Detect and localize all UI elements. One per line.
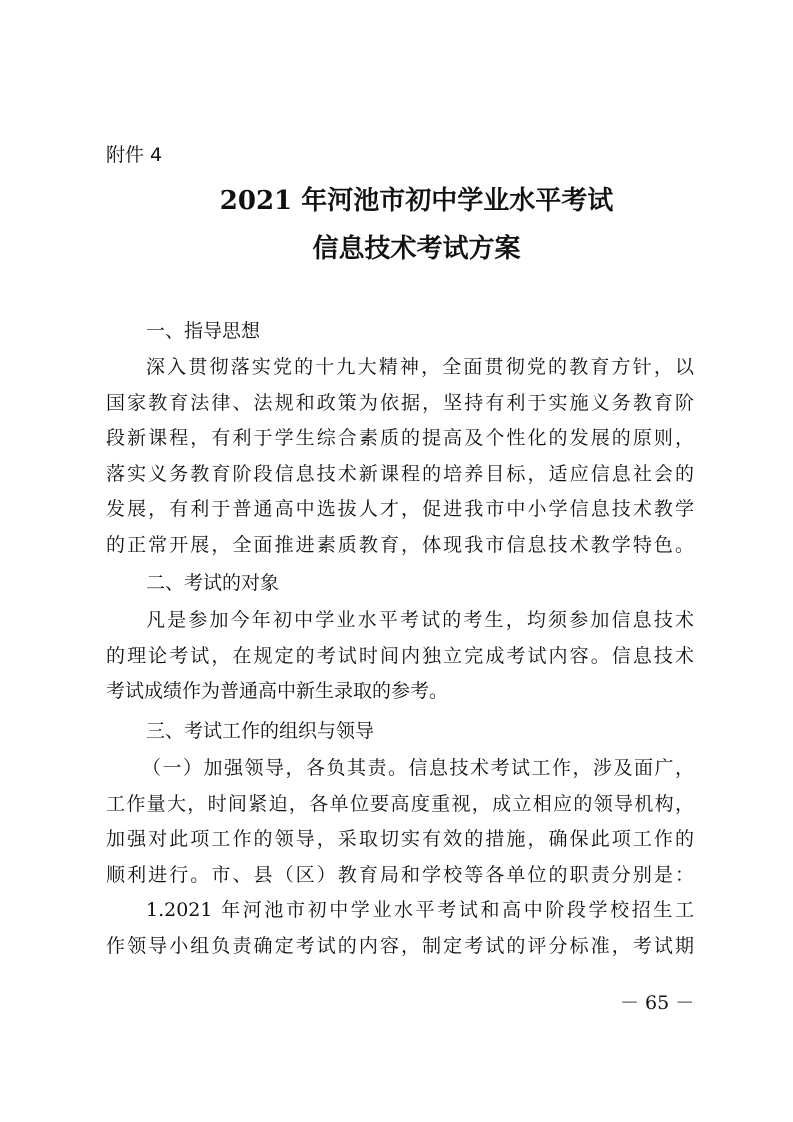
- document-title-line-2: 信息技术考试方案: [312, 234, 521, 264]
- paragraph-line: 国家教育法律、法规和政策为依据，坚持有利于实施义务教育阶: [106, 391, 694, 414]
- section-1-paragraph: [106, 350, 694, 564]
- document-title-line-1: 2021 年河池市初中学业水平考试: [219, 186, 614, 216]
- section-3-paragraph-1: [106, 751, 694, 893]
- section-2-paragraph: [106, 603, 694, 710]
- paragraph-line: 凡是参加今年初中学业水平考试的考生，均须参加信息技术: [146, 609, 694, 631]
- paragraph-line: 工作量大，时间紧迫，各单位要高度重视，成立相应的领导机构，: [106, 792, 694, 815]
- section-heading-2: 二、考试的对象: [146, 572, 280, 594]
- paragraph-line: 顺利进行。市、县（区）教育局和学校等各单位的职责分别是：: [106, 863, 694, 886]
- paragraph-line: 发展，有利于普通高中选拔人才，促进我市中小学信息技术教学: [106, 498, 694, 521]
- section-heading-3: 三、考试工作的组织与领导: [146, 720, 375, 742]
- paragraph-line: 深入贯彻落实党的十九大精神，全面贯彻党的教育方针，以: [146, 356, 694, 378]
- section-heading-1: 一、指导思想: [146, 320, 261, 342]
- paragraph-line: 1.2021 年河池市初中学业水平考试和高中阶段学校招生工: [146, 899, 694, 921]
- paragraph-line: （一）加强领导，各负其责。信息技术考试工作，涉及面广，: [142, 757, 694, 779]
- paragraph-line: 的理论考试，在规定的考试时间内独立完成考试内容。信息技术: [106, 644, 694, 667]
- paragraph-line: 考试成绩作为普通高中新生录取的参考。: [106, 680, 449, 703]
- section-3-paragraph-2: [106, 893, 694, 964]
- paragraph-line: 落实义务教育阶段信息技术新课程的培养目标，适应信息社会的: [106, 462, 694, 485]
- paragraph-line: 加强对此项工作的领导，采取切实有效的措施，确保此项工作的: [106, 828, 694, 851]
- paragraph-line: 作领导小组负责确定考试的内容，制定考试的评分标准，考试期: [106, 934, 694, 957]
- page-number: － 65 －: [620, 992, 695, 1014]
- paragraph-line: 段新课程，有利于学生综合素质的提高及个性化的发展的原则，: [106, 427, 694, 450]
- paragraph-line: 的正常开展，全面推进素质教育，体现我市信息技术教学特色。: [106, 533, 694, 556]
- attachment-label: 附件 4: [106, 144, 163, 166]
